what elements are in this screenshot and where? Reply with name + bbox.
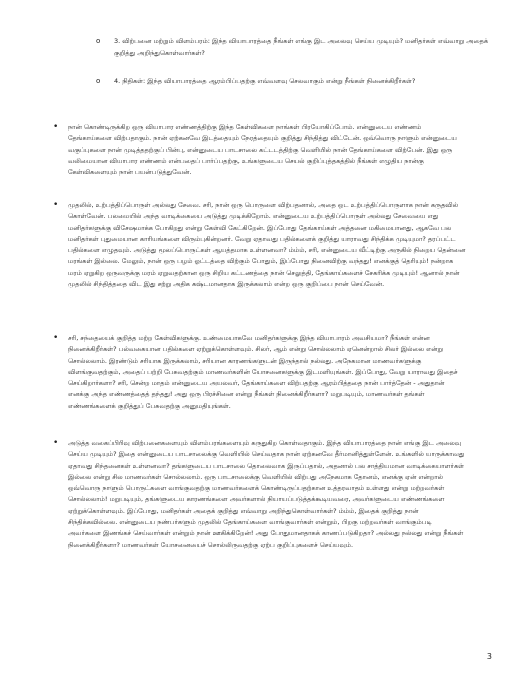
page-number: 3 bbox=[486, 652, 492, 661]
bullet-icon: • bbox=[53, 438, 59, 448]
sub-item-text: 4. நிதிகள்: இந்த வியாபாரத்தை ஆரம்பிப்பதற்கு எவ்வளவு செலவாகும் என்று நீங்கள் நினைக்கிறீர்கள்? bbox=[114, 77, 416, 85]
bullet-paragraph bbox=[53, 438, 466, 551]
circle-bullet-icon: o bbox=[96, 37, 101, 45]
bullet-paragraph bbox=[53, 333, 466, 412]
paragraph-text: முதலில், உற்பத்திப்பொருள் அல்லது சேவை. சரி, நான் ஒரு பொருளை விற்பதனால், அதை ஒட உற்பத்திப்பொருளாக நான் கருதவில் கொள்வேன். பலமையில் அந்த வாடிக்கையை அடுத்து முடிக்கிறோம். என்னுடைய உற்பத்திப்பொருள் அல்லது சேவையை எது மனிதர்களுக்கு விசேஷமாக்க போகிறது என்று கேள்வி கேட்கிறேன். இப்போது தேங்காய்கள் அத்தனை மகிமையானது, ஆகவே பல மனிதர்கள் புதுமையான காரியங்களை விரும்புகின்றனர். வேறு ஏதாவது பதில்களைக் குறித்து யாராவது சிந்திக்க முடியுமா? தரப்பட்ட பதில்களை எழுதவும். அடுத்து மூலப்பொருட்கள் ஆயத்தமாக உள்ளனவா? ம்ம்ம், சரி, என்னுடைய வீட்டிற்கு அருகில் நிறைய தென்னை மரங்கள் இல்லை. மேலும், நான் ஒரு பழம் ஓட்டத்தை விற்கும் போதும், இப்போது நினைவிற்கு வந்தது! எனக்குத் தெரியும்! நன்றாக மரம் ஏறுகிற ஒருவருக்கு மரம் ஏறுவதற்கான ஒரு சிறிய கட்டணத்தை நான் செலுத்தி, தேங்காய்களைச் சேகரிக்க முடியும்! ஆனால் நான் முதலில் சிந்தித்ததை விட இது சற்று அதிக கஷ்டமானதாக இருக்கலாம் என்ற ஒரு குறிப்பை நான் செய்வேன். bbox=[68, 201, 466, 289]
circle-bullet-icon: o bbox=[96, 77, 101, 85]
sub-list-item bbox=[96, 76, 494, 88]
paragraph-text: அடுத்த வகைப்பிரிவு விற்பனைகளையும் விளம்பரங்களையும் கருதுகிற கொள்வதாகும். இந்த வியாபாரத்தை நான் எங்கு இட அலைவு செய்ய முடியும்? இதை என்னுடைய பாடசாலைக்கு வெளியில் செய்வதாக நான் ஏற்கனவே தீர்மானித்துள்ளேன். உங்களில் யாருக்காவது ஏதாவது சிந்தனைகள் உள்ளனவா? தங்களுடைய பாடசாலை தொலைவாக இருப்பதால், அதனால் பல சாத்தியமான வாடிக்கையாளர்கள் இல்லை என்று சில மாணவர்கள் சொல்லலாம். ஒரு பாடசாலைக்கு வெளியில் விற்பது அநேகமாக தோனம், எனக்கு ஏன் என்றால் ஒவ்வொரு நாளும் பொருட்களை வாங்குவதற்கு மாணவர்களைக் கொண்டிருப்பதற்கான உத்தரவாதம் உள்ளது என்று மற்றவர்கள் சொல்லலாம்! மறுபடியும், தங்களுடைய காரணங்களை அவர்களால் நியாயப்படுத்தக்கூடியவரை, அவர்களுடைய எண்ணங்களை ஏற்றுக்கொள்ளவும். இப்போது, மனிதர்கள் அதைக் குறித்து எவ்வாறு அறிந்துகொள்வார்கள்? ம்ம்ம், இதைக் குறித்து நான் சிந்திக்கவில்லை. என்னுடைய நண்பர்களும் முதலில் தேங்காய்களை வாங்குவார்கள் என்றும், பிறகு மற்றவர்கள் வாங்கும்படி அவர்களை இணங்கச் செய்வார்கள் என்றும் நான் ஊகிக்கிறேன்! அது போதுமானதாகக் காணப்படுகிறதா? அல்லது நல்லது என்று நீங்கள் நினைக்கிறீர்களா? மாணவர்கள் யோசனையைச் சொல்லிருவதற்கு ஏற்ப குறிப்புகளைச் செய்யவும். bbox=[68, 439, 465, 549]
bullet-icon: • bbox=[53, 333, 59, 343]
bullet-icon: • bbox=[53, 122, 59, 132]
bullet-icon: • bbox=[53, 200, 59, 210]
bullet-paragraph bbox=[53, 200, 466, 290]
sub-item-text: 3. விற்பனை மற்றும் விளம்பரம்: இந்த வியாபாரத்தை நீங்கள் எங்கு இட அலைவு செய்ய முடியும்? மனிதர்கள் எவ்வாறு அதைக் குறித்து அறிந்துகொள்வார்கள்? bbox=[114, 37, 489, 57]
bullet-paragraph bbox=[53, 122, 466, 178]
paragraph-text: நான் கொண்டிருக்கிற ஒரு வியாபார எண்ணத்திற்கு இந்த கேள்விகளை நாங்கள் பிரயோகிப்போம். என்னுடைய எண்ணம் தேங்காய்களை விற்பதாகும். நான் ஏற்கனவே இடத்தையும் நேரத்தையும் குறித்து சிந்தித்து விட்டேன். ஒவ்வொரு நாளும் என்னுடைய வகுப்புகளை நான் முடித்ததற்குப் பின்பு, என்னுடைய பாடசாலை கட்டடத்திற்கு வெளியில் நான் தேங்காய்களை விற்பேன். இது ஒரு வலிமையான வியாபார எண்ணம் என்பதைப் பார்ப்பதற்கு, உங்களுடைய செயல் குறிப்புத்தகத்தில் நீங்கள் எழுதிய நான்கு கேள்விகளையும் நான் பயன்படுத்துவேன். bbox=[68, 123, 457, 177]
paragraph-text: சரி, சந்தையைக் குறித்த மற்ற கேள்விகளுக்கு. உண்மையாகவே மனிதர்களுக்கு இந்த வியாபாரம் அவசியமா? நீங்கள் என்ன நினைக்கிறீர்கள்? பல்வகையான பதில்களை ஏற்றுக்கொள்ளவும். சிலர், ஆம் என்று சொல்லலாம் ஏனென்றால் சிலர் இல்லை என்று சொல்லலாம். இரண்டும் சரியாக இருக்கலாம், சரியான காரணங்களுடன் இருந்தால் நல்லது. அநேகமான மாணவர்களுக்கு விளங்குவதற்கும், அதைப் பற்றி பேசுவதற்கும் மாணவர்களின் யோசனைகளுக்கு இடமளியுங்கள். இப்போது, வேறு யாராவது இதைச் செய்கிறார்களா? சரி, சென்ற மாதம் என்னுடைய அயலவர், தேங்காய்களை விற்பதற்கு ஆரம்பித்ததை நான் பார்த்தேன் - அதுதான் எனக்கு அந்த எண்ணத்தைத் தந்தது! அது ஒரு பிரச்சினை என்று நீங்கள் நினைக்கிறீர்களா? மறுபடியும், மாணவர்கள் தங்கள் எண்ணங்களைக் குறித்துப் பேசுவதற்கு அனுமதியுங்கள். bbox=[68, 334, 458, 410]
sub-list-item bbox=[96, 36, 494, 59]
